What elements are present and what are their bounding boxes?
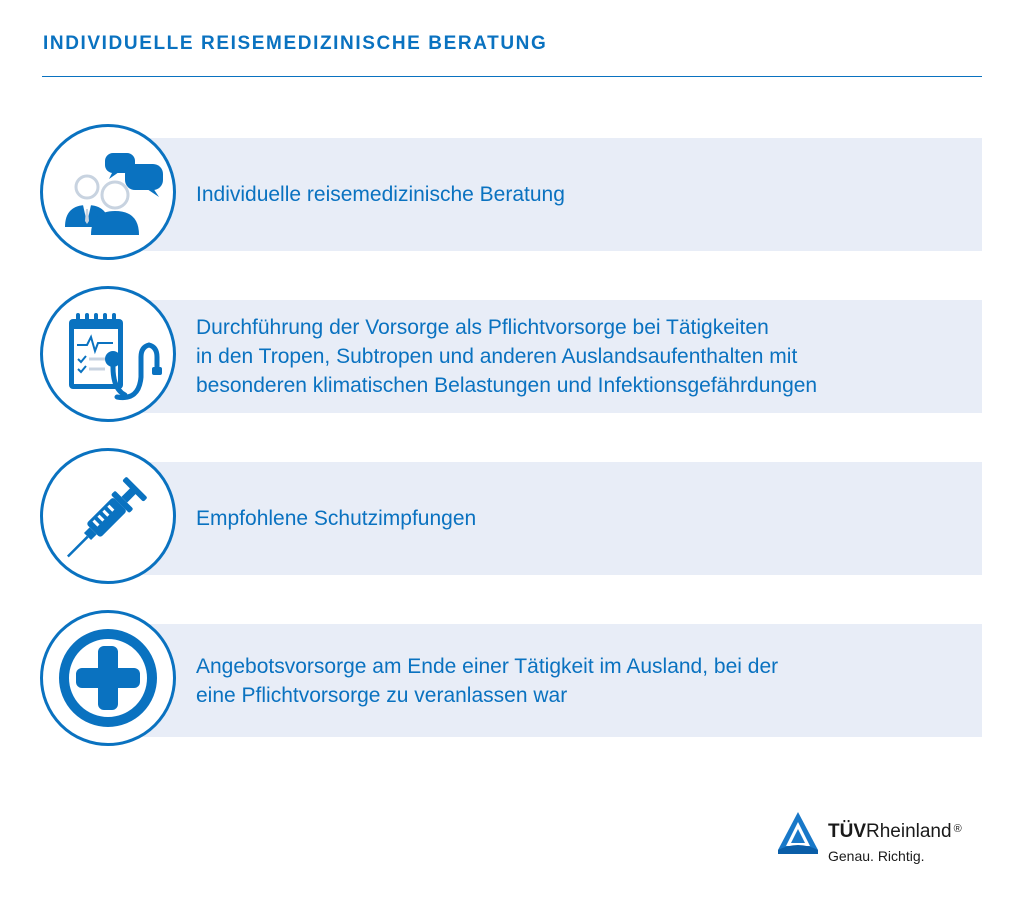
logo-brand (828, 821, 962, 843)
clipboard-stethoscope-icon (40, 286, 176, 422)
syringe-icon (40, 448, 176, 584)
title-divider (42, 76, 982, 77)
list-item (0, 286, 1024, 426)
tuv-rheinland-logo (776, 810, 996, 870)
tuv-triangle-icon (776, 810, 820, 854)
list-item (0, 610, 1024, 750)
item-line: besonderen klimatischen Belastungen und Infektionsgefährdungen (196, 374, 818, 397)
item-line: Empfohlene Schutzimpfungen (196, 507, 477, 530)
logo-tagline: Genau. Richtig. (828, 848, 925, 864)
list-item (0, 124, 1024, 264)
item-text (196, 462, 476, 575)
consultation-icon (40, 124, 176, 260)
logo-brand-regular: Rheinland (866, 821, 952, 842)
logo-brand-bold: TÜV (828, 821, 866, 842)
registered-mark: ® (953, 823, 962, 835)
page-title: INDIVIDUELLE REISEMEDIZINISCHE BERATUNG (43, 33, 548, 54)
item-line: eine Pflichtvorsorge zu veranlassen war (196, 683, 568, 707)
list-item (0, 448, 1024, 588)
item-line: in den Tropen, Subtropen und anderen Auslandsaufenthalten mit (196, 345, 798, 368)
item-line: Durchführung der Vorsorge als Pflichtvorsorge bei Tätigkeiten (196, 316, 769, 339)
item-line: Angebotsvorsorge am Ende einer Tätigkeit im Ausland, bei der (196, 654, 779, 678)
item-text (196, 138, 565, 251)
item-text (196, 300, 817, 413)
item-text (196, 624, 778, 737)
item-line: Individuelle reisemedizinische Beratung (196, 183, 565, 206)
medical-cross-icon (40, 610, 176, 746)
